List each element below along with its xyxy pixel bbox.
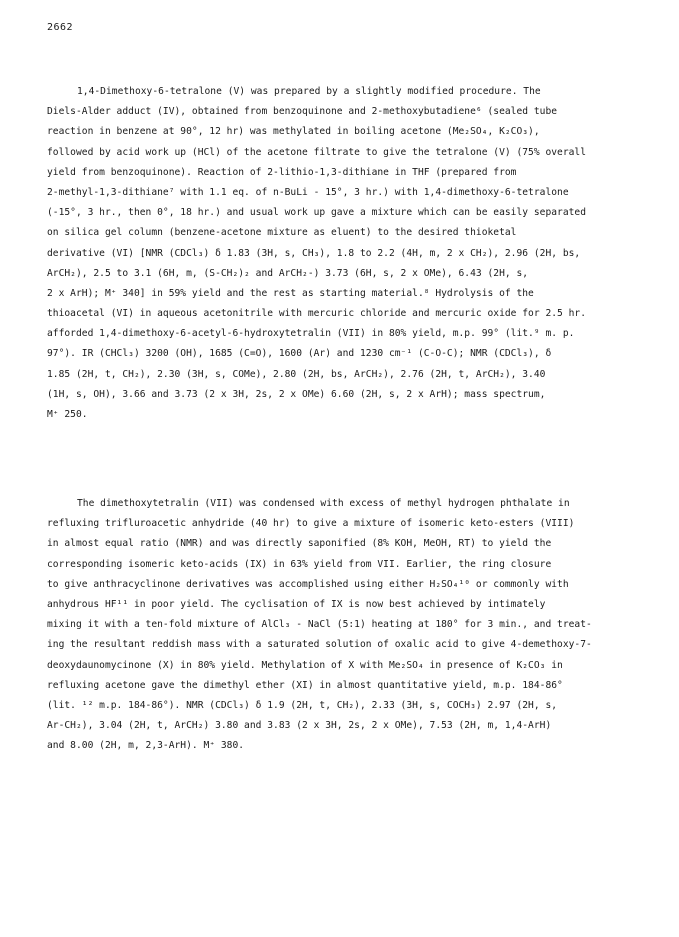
- text-line: (-15°, 3 hr., then 0°, 18 hr.) and usual work up gave a mixture which can be easily separated: [47, 207, 587, 219]
- text-line: Ar-CH₂), 3.04 (2H, t, ArCH₂) 3.80 and 3.83 (2 x 3H, 2s, 2 x OMe), 7.53 (2H, m, 1,4-ArH): [47, 720, 552, 732]
- paragraph-2: [47, 494, 647, 756]
- text-line: 97°). IR (CHCl₃) 3200 (OH), 1685 (C=O), 1600 (Ar) and 1230 cm⁻¹ (C-O-C); NMR (CDCl₃), δ: [47, 348, 552, 360]
- text-line: 1.85 (2H, t, CH₂), 2.30 (3H, s, COMe), 2.80 (2H, bs, ArCH₂), 2.76 (2H, t, ArCH₂), 3.40: [47, 368, 546, 380]
- text-line: (1H, s, OH), 3.66 and 3.73 (2 x 3H, 2s, 2 x OMe) 6.60 (2H, s, 2 x ArH); mass spectrum,: [47, 388, 546, 400]
- text-line: refluxing trifluroacetic anhydride (40 hr) to give a mixture of isomeric keto-esters (VIII): [47, 518, 575, 530]
- page-number: 2662: [47, 22, 74, 33]
- text-line: thioacetal (VI) in aqueous acetonitrile with mercuric chloride and mercuric oxide for 2.5 hr.: [47, 308, 587, 320]
- paragraph-1: [47, 82, 647, 425]
- text-line: M⁺ 250.: [47, 409, 88, 420]
- text-line: anhydrous HF¹¹ in poor yield. The cyclisation of IX is now best achieved by intimately: [47, 598, 546, 610]
- text-line: derivative (VI) [NMR (CDCl₃) δ 1.83 (3H, s, CH₃), 1.8 to 2.2 (4H, m, 2 x CH₂), 2.96 (2H, bs,: [47, 247, 581, 259]
- text-line: corresponding isomeric keto-acids (IX) in 63% yield from VII. Earlier, the ring closure: [47, 558, 552, 570]
- text-line: mixing it with a ten-fold mixture of AlCl₃ - NaCl (5:1) heating at 180° for 3 min., and treat-: [47, 619, 592, 631]
- text-line: and 8.00 (2H, m, 2,3-ArH). M⁺ 380.: [47, 740, 245, 752]
- text-line: 2-methyl-1,3-dithiane⁷ with 1.1 eq. of n-BuLi - 15°, 3 hr.) with 1,4-dimethoxy-6-tetralone: [47, 186, 569, 198]
- text-line: Diels-Alder adduct (IV), obtained from benzoquinone and 2-methoxybutadiene⁶ (sealed tube: [47, 106, 558, 118]
- text-line: The dimethoxytetralin (VII) was condensed with excess of methyl hydrogen phthalate in: [77, 498, 570, 509]
- text-line: ArCH₂), 2.5 to 3.1 (6H, m, (S-CH₂)₂ and ArCH₂-) 3.73 (6H, s, 2 x OMe), 6.43 (2H, s,: [47, 267, 529, 279]
- text-line: refluxing acetone gave the dimethyl ether (XI) in almost quantitative yield, m.p. 184-86°: [47, 679, 563, 691]
- text-line: 2 x ArH); M⁺ 340] in 59% yield and the rest as starting material.⁸ Hydrolysis of the: [47, 287, 534, 299]
- text-line: followed by acid work up (HCl) of the acetone filtrate to give the tetralone (V) (75% overall: [47, 146, 587, 158]
- text-line: deoxydaunomycinone (X) in 80% yield. Methylation of X with Me₂SO₄ in presence of K₂CO₃ in: [47, 659, 563, 671]
- text-line: in almost equal ratio (NMR) and was directly saponified (8% KOH, MeOH, RT) to yield the: [47, 538, 552, 550]
- text-line: (lit. ¹² m.p. 184-86°). NMR (CDCl₃) δ 1.9 (2H, t, CH₂), 2.33 (3H, s, COCH₃) 2.97 (2H, s,: [47, 699, 558, 711]
- text-line: 1,4-Dimethoxy-6-tetralone (V) was prepared by a slightly modified procedure. The: [77, 86, 541, 97]
- text-line: on silica gel column (benzene-acetone mixture as eluent) to the desired thioketal: [47, 227, 517, 239]
- text-line: afforded 1,4-dimethoxy-6-acetyl-6-hydroxytetralin (VII) in 80% yield, m.p. 99° (lit.⁹ m. p.: [47, 328, 575, 340]
- text-line: reaction in benzene at 90°, 12 hr) was methylated in boiling acetone (Me₂SO₄, K₂CO₃),: [47, 126, 540, 138]
- text-line: to give anthracyclinone derivatives was accomplished using either H₂SO₄¹⁰ or commonly with: [47, 578, 569, 590]
- text-line: ing the resultant reddish mass with a saturated solution of oxalic acid to give 4-demethoxy-7-: [47, 639, 592, 651]
- text-line: yield from benzoquinone). Reaction of 2-lithio-1,3-dithiane in THF (prepared from: [47, 166, 517, 178]
